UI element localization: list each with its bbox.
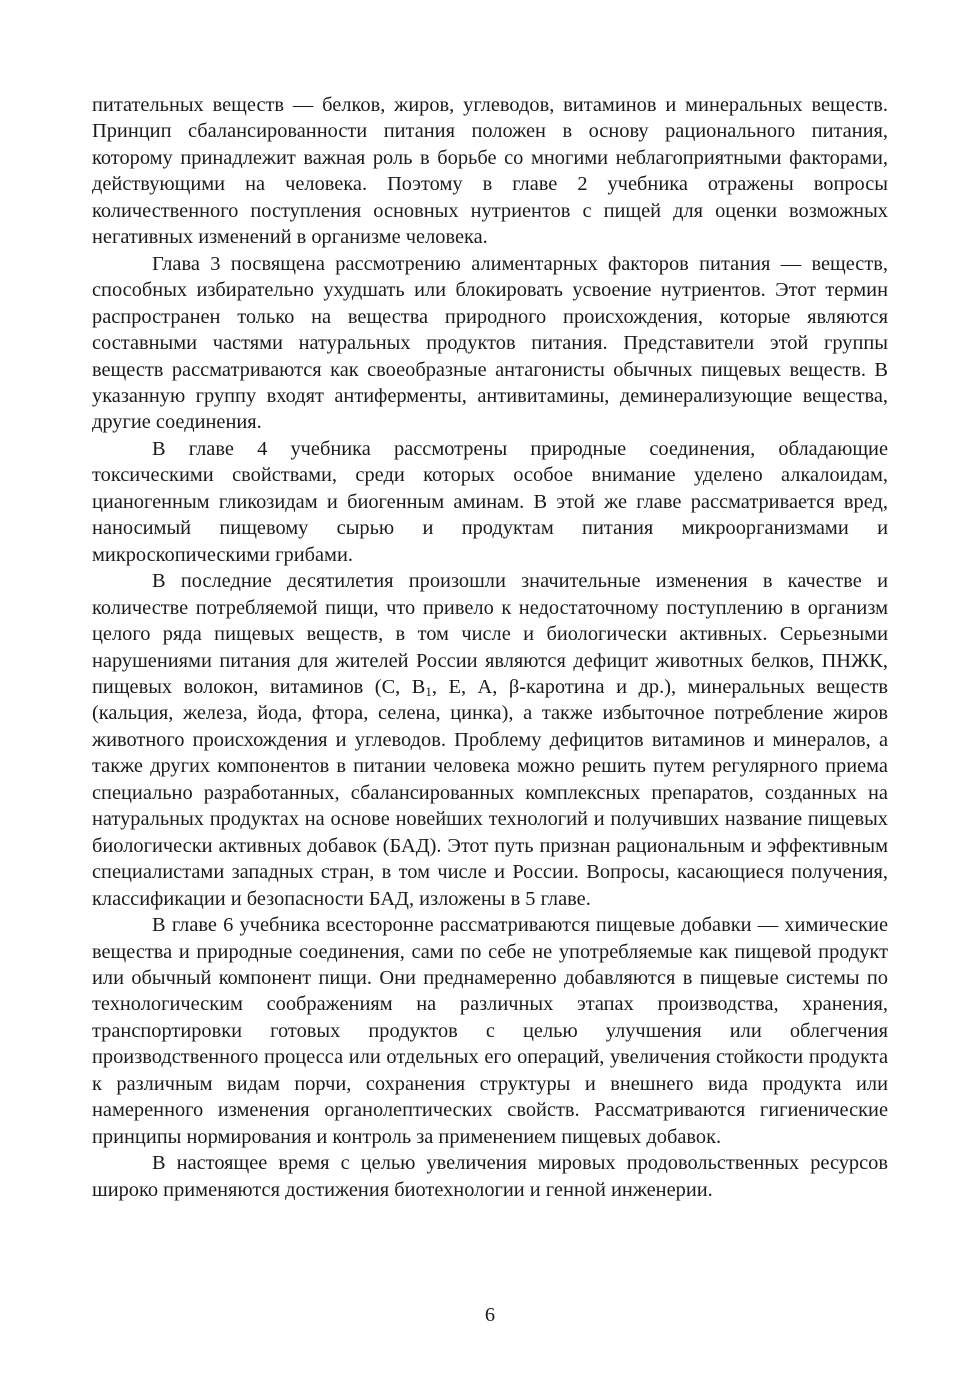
paragraph-4 [92, 568, 888, 912]
paragraph-4-part-2: , Е, А, β-каротина и др.), минеральных веществ (кальция, железа, йода, фтора, селена, цинка), а также избыточное потребление жиров животного происхождения и углеводов. Проблему дефицитов витаминов и минералов, а также других компонентов в питании человека можно решить путем регулярного приема специально разработанных, сбалансированных комплексных препаратов, созданных на натуральных продуктах на основе новейших технологий и получивших название пищевых биологически активных добавок (БАД). Этот путь признан рациональным и эффективным специалистами западных стран, в том числе и России. Вопросы, касающиеся получения, классификации и безопасности БАД, изложены в 5 главе. [92, 675, 888, 910]
paragraph-1: питательных веществ — белков, жиров, углеводов, витаминов и минеральных веществ. Принцип сбалансированности питания положен в основу рационального питания, которому принадлежит важная роль в борьбе со многими неблагоприятными факторами, действующими на человека. Поэтому в главе 2 учебника отражены вопросы количественного поступления основных нутриентов с пищей для оценки возможных негативных изменений в организме человека. [92, 94, 888, 249]
paragraph-4-part-1: В последние десятилетия произошли значительные изменения в качестве и количестве потребляемой пищи, что привело к недостаточному поступлению в организм целого ряда пищевых веществ, в том числе и биологически активных. Серьезными нарушениями питания для жителей России являются дефицит животных белков, ПНЖК, пищевых волокон, витаминов (С, В [92, 570, 888, 698]
vitamin-b-subscript: 1 [425, 683, 432, 699]
page-number: 6 [484, 1304, 496, 1326]
paragraph-3: В главе 4 учебника рассмотрены природные соединения, обладающие токсическими свойствами, среди которых особое внимание уделено алкалоидам, цианогенным гликозидам и биогенным аминам. В этой же главе рассматривается вред, наносимый пищевому сырью и продуктам питания микроорганизмами и микроскопическими грибами. [92, 437, 888, 566]
paragraph-5: В главе 6 учебника всесторонне рассматриваются пищевые добавки — химические вещества и природные соединения, сами по себе не употребляемые как пищевой продукт или обычный компонент пищи. Они преднамеренно добавляются в пищевые системы по технологическим соображениям на различных этапах производства, хранения, транспортировки готовых продуктов с целью улучшения или облегчения производственного процесса или отдельных его операций, увеличения стойкости продукта к различным видам порчи, сохранения структуры и внешнего вида продукта или намеренного изменения органолептических свойств. Рассматриваются гигиенические принципы нормирования и контроль за применением пищевых добавок. [92, 914, 888, 1148]
page-body [92, 92, 888, 1203]
paragraph-6: В настоящее время с целью увеличения мировых продовольственных ресурсов широко применяются достижения биотехнологии и генной инженерии. [92, 1152, 888, 1201]
paragraph-2: Глава 3 посвящена рассмотрению алиментарных факторов питания — веществ, способных избирательно ухудшать или блокировать усвоение нутриентов. Этот термин распространен только на вещества природного происхождения, которые являются составными частями натуральных продуктов питания. Представители этой группы веществ рассматриваются как своеобразные антагонисты обычных пищевых веществ. В указанную группу входят антиферменты, антивитамины, деминерализующие вещества, другие соединения. [92, 252, 888, 434]
